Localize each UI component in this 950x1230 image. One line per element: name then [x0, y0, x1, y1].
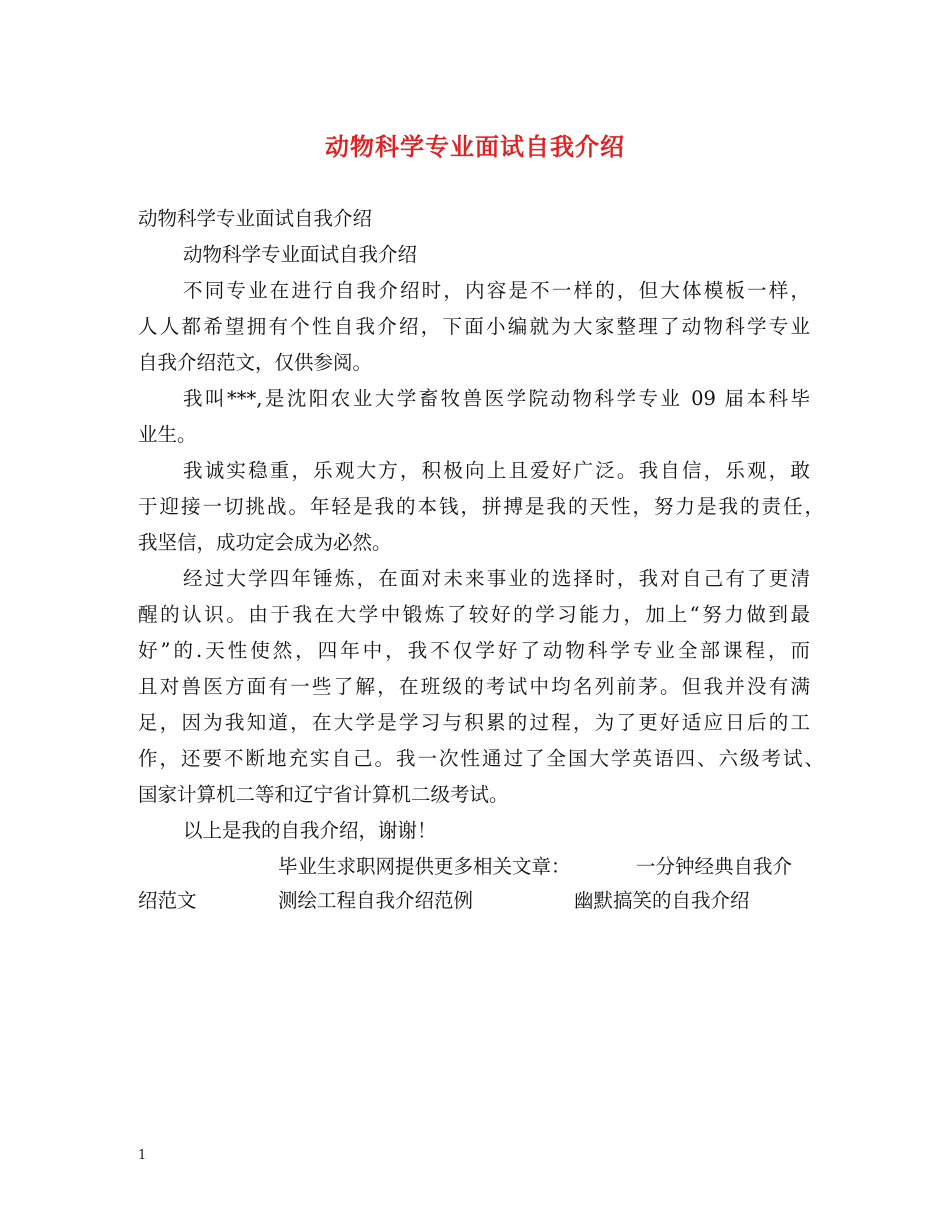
paragraph3-line2: 于迎接一切挑战。年轻是我的本钱，拼搏是我的天性，努力是我的责任， — [138, 495, 824, 518]
paragraph4-line7: 国家计算机二等和辽宁省计算机二级考试。 — [138, 783, 509, 806]
paragraph2-line1: 我叫***,是沈阳农业大学畜牧兽医学院动物科学专业 09 届本科毕 — [183, 387, 810, 410]
paragraph4-line6: 作，还要不断地充实自己。我一次性通过了全国大学英语四、六级考试、 — [138, 747, 824, 770]
related-link-2[interactable]: 测绘工程自我介绍范例 — [278, 889, 474, 912]
related-link-3[interactable]: 幽默搞笑的自我介绍 — [574, 889, 750, 912]
paragraph4-line3: 好”的.天性使然，四年中，我不仅学好了动物科学专业全部课程，而 — [138, 639, 810, 662]
heading-line: 动物科学专业面试自我介绍 — [138, 207, 373, 230]
paragraph3-line1: 我诚实稳重，乐观大方，积极向上且爱好广泛。我自信，乐观，敢 — [183, 459, 810, 482]
page-number: 1 — [138, 1148, 147, 1163]
related-link-1-part1[interactable]: 一分钟经典自我介 — [636, 855, 793, 878]
document-title: 动物科学专业面试自我介绍 — [325, 132, 625, 161]
paragraph1-line3: 自我介绍范文，仅供参阅。 — [138, 351, 373, 374]
paragraph4-line2: 醒的认识。由于我在大学中锻炼了较好的学习能力，加上“努力做到最 — [138, 603, 810, 626]
paragraph2-line2: 业生。 — [138, 423, 197, 446]
paragraph1-line1: 不同专业在进行自我介绍时，内容是不一样的，但大体模板一样， — [183, 279, 810, 302]
related-articles-label: 毕业生求职网提供更多相关文章： — [278, 855, 571, 878]
paragraph4-line5: 足，因为我知道，在大学是学习与积累的过程，为了更好适应日后的工 — [138, 711, 810, 734]
paragraph4-line4: 且对兽医方面有一些了解，在班级的考试中均名列前茅。但我并没有满 — [138, 675, 810, 698]
related-link-1-part2[interactable]: 绍范文 — [138, 889, 197, 912]
subheading-line: 动物科学专业面试自我介绍 — [183, 243, 418, 266]
paragraph4-line1: 经过大学四年锤炼，在面对未来事业的选择时，我对自己有了更清 — [183, 567, 810, 590]
paragraph3-line3: 我坚信，成功定会成为必然。 — [138, 531, 392, 554]
paragraph1-line2: 人人都希望拥有个性自我介绍，下面小编就为大家整理了动物科学专业 — [138, 315, 810, 338]
closing-line: 以上是我的自我介绍，谢谢！ — [183, 819, 437, 842]
